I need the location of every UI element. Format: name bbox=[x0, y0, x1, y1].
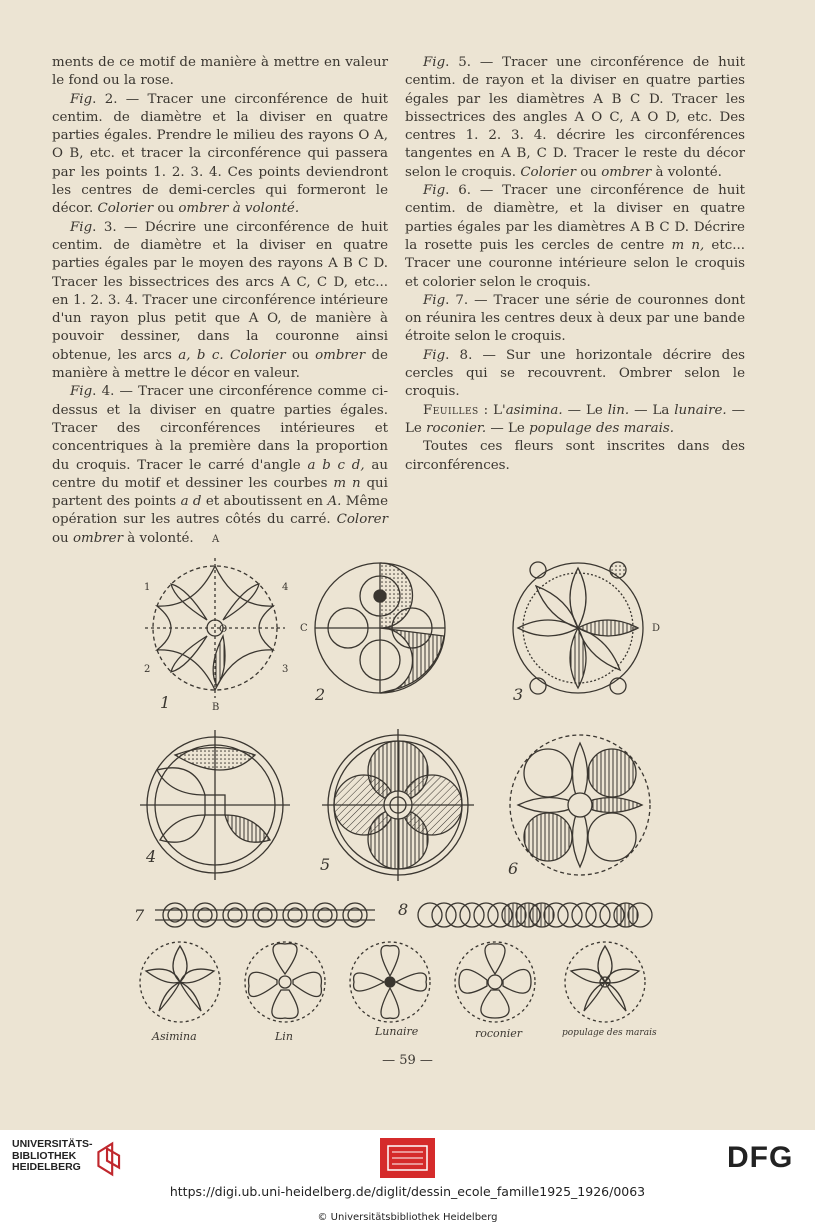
university-library-logo[interactable] bbox=[12, 1139, 122, 1181]
fig-number-1: 1 bbox=[160, 693, 171, 712]
flower-populage bbox=[565, 942, 645, 1022]
label-D: D bbox=[652, 623, 661, 634]
label-A: A bbox=[212, 534, 220, 545]
figure-7 bbox=[155, 903, 375, 927]
label-point-4: 4 bbox=[282, 582, 289, 593]
right-text-column bbox=[405, 54, 745, 475]
library-emblem-icon bbox=[95, 1139, 122, 1179]
flower-lin bbox=[245, 942, 325, 1022]
digitization-logo-icon[interactable] bbox=[380, 1138, 435, 1178]
figure-8 bbox=[418, 903, 652, 927]
fig-number-2: 2 bbox=[315, 685, 326, 704]
label-C: C bbox=[300, 623, 308, 634]
paragraph-fig5: Fig. 5. — Tracer une circonférence de huit centim. de rayon et la diviser en quatre parties égales par les diamètres A B C D. Tracer les bissectrices des angles A O C, A O D, etc. Des centres 1. 2. 3. 4. décrire les circonférences tangentes en A B, C D. Tracer le reste du décor selon le croquis. Colorier ou ombrer à volonté. bbox=[405, 55, 745, 180]
fig-number-5: 5 bbox=[320, 855, 331, 874]
flower-asimina bbox=[140, 942, 220, 1022]
permalink-url[interactable]: https://digi.ub.uni-heidelberg.de/diglit/dessin_ecole_famille1925_1926/0063 bbox=[169, 1184, 646, 1199]
flower-roconier bbox=[455, 942, 535, 1022]
figure-5 bbox=[322, 729, 474, 881]
figure-4 bbox=[140, 730, 290, 880]
caption-asimina: Asimina bbox=[152, 1030, 197, 1043]
page-number: — 59 — bbox=[382, 1053, 433, 1068]
caption-populage: populage des marais bbox=[562, 1028, 657, 1038]
paragraph-fig7: Fig. 7. — Tracer une série de couronnes dont on réunira les centres deux à deux par une bande étroite selon le croquis. bbox=[405, 292, 745, 345]
paragraph-fig2: Fig. 2. — Tracer une circonférence de huit centim. de diamètre et la diviser en quatre parties égales. Prendre le milieu des rayons O A, O B, etc. et tracer la circonférence qui passera par les points 1. 2. 3. 4. Ces points deviendront les centres de demi-cercles qui formeront le décor. Colorier ou ombrer à volonté. bbox=[52, 91, 388, 217]
fig-number-7: 7 bbox=[134, 906, 145, 925]
paragraph: ments de ce motif de manière à mettre en valeur le fond ou la rose. bbox=[52, 55, 388, 89]
left-text-column bbox=[52, 54, 388, 548]
figure-3 bbox=[513, 562, 643, 694]
label-point-2: 2 bbox=[144, 664, 151, 675]
paragraph-fig6: Fig. 6. — Tracer une circonférence de huit centim. de diamètre, et la diviser en quatre parties égales par les diamètres A B C D. Décrire la rosette puis les cercles de centre m n, etc... Tracer une couronne intérieure selon le croquis et colorier selon le croquis. bbox=[405, 183, 745, 290]
flower-lunaire bbox=[350, 942, 430, 1022]
label-O: O bbox=[219, 624, 228, 635]
fig-number-8: 8 bbox=[398, 900, 409, 919]
copyright-notice: © Universitätsbibliothek Heidelberg bbox=[317, 1212, 498, 1223]
caption-lin: Lin bbox=[275, 1030, 293, 1043]
paragraph-fleurs: Toutes ces fleurs sont inscrites dans des circonférences. bbox=[405, 439, 745, 473]
label-point-3: 3 bbox=[282, 664, 289, 675]
fig-number-4: 4 bbox=[146, 847, 157, 866]
paragraph-fig4: Fig. 4. — Tracer une circonférence comme ci-dessus et la diviser en quatre parties égales. Tracer des circonférences intérieures et concentriques à la première dans la proportion du croquis. Tracer le carré d'angle a b c d, au centre du motif et dessiner les courbes m n qui partent des points a d et aboutissent en A. Même opération sur les autres côtés du carré. Colorer ou ombrer à volonté. bbox=[52, 384, 389, 546]
paragraph-feuilles: Feuilles : L'asimina. — Le lin. — La lunaire. — Le roconier. — Le populage des marais. bbox=[405, 402, 745, 436]
library-name: UNIVERSITÄTS- BIBLIOTHEK HEIDELBERG bbox=[12, 1138, 93, 1173]
figure-1 bbox=[145, 558, 285, 698]
figure-2 bbox=[315, 563, 445, 693]
fig-number-6: 6 bbox=[508, 859, 519, 878]
dfg-logo[interactable]: DFG bbox=[727, 1141, 794, 1174]
paragraph-fig8: Fig. 8. — Sur une horizontale décrire des cercles qui se recouvrent. Ombrer selon le croquis. bbox=[405, 347, 745, 400]
illustration-plate bbox=[130, 530, 670, 1050]
caption-lunaire: Lunaire bbox=[375, 1025, 419, 1038]
fig-number-3: 3 bbox=[513, 685, 524, 704]
figure-6 bbox=[510, 735, 650, 875]
label-B: B bbox=[212, 702, 220, 713]
caption-roconier: roconier bbox=[475, 1027, 523, 1040]
label-point-1: 1 bbox=[144, 582, 151, 593]
paragraph-fig3: Fig. 3. — Décrire une circonférence de huit centim. de diamètre et la diviser en quatre parties égales par le moyen des rayons A B C D. Tracer les bissectrices des arcs A C, C D, etc... en 1. 2. 3. 4. Tracer une circonférence intérieure d'un rayon plus petit que A O, de manière à pouvoir dessiner, dans la couronne ainsi obtenue, les arcs a, b c. Colorier ou ombrer de manière à mettre le décor en valeur. bbox=[52, 219, 388, 382]
